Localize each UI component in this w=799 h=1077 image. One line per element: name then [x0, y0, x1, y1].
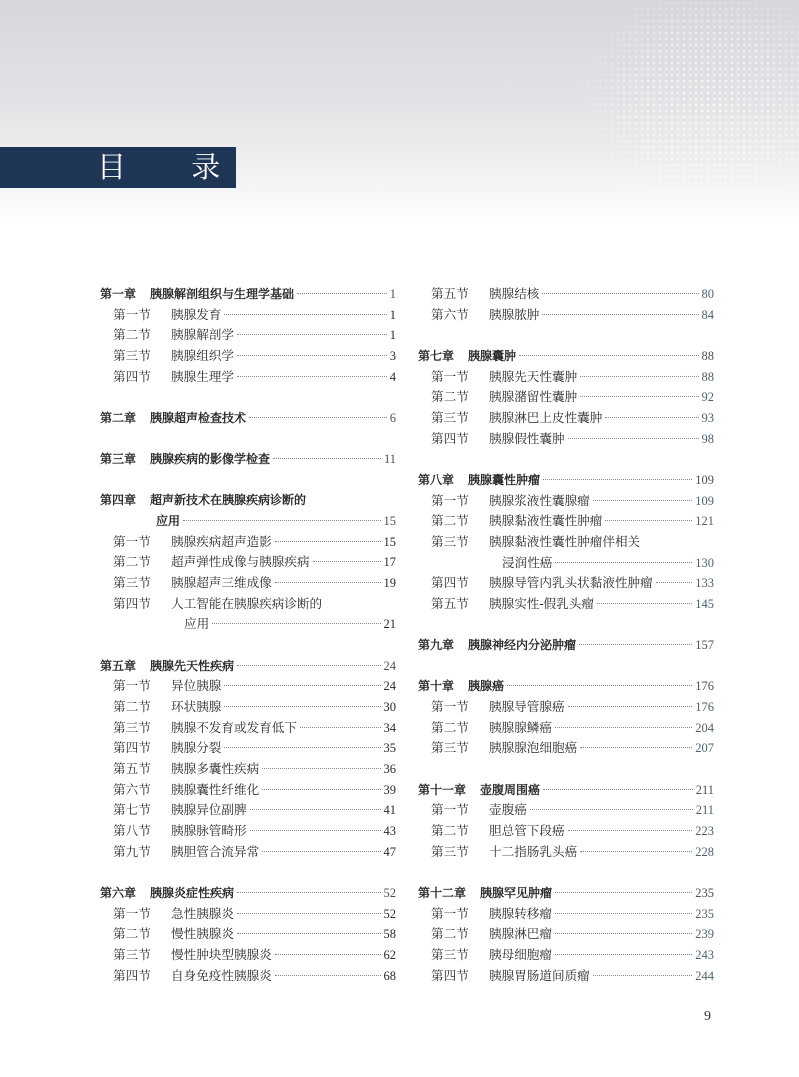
- toc-entry-title: 胰腺解剖学: [171, 327, 234, 343]
- toc-entry-page: 41: [383, 803, 396, 818]
- toc-entry-page: 36: [383, 762, 396, 777]
- toc-entry-title: 胰腺先天性囊肿: [489, 368, 578, 384]
- dot-leader: [555, 954, 692, 955]
- toc-entry-label: 第一节: [431, 368, 469, 384]
- toc-section-entry[interactable]: [418, 408, 714, 429]
- toc-section-entry[interactable]: [418, 387, 714, 408]
- dot-leader: [275, 954, 381, 955]
- dot-leader: [530, 809, 693, 810]
- toc-entry-page: 1: [389, 287, 396, 301]
- dot-leader: [212, 623, 380, 624]
- dot-pattern-decoration: [579, 0, 799, 225]
- toc-entry-title: 壶腹周围癌: [480, 782, 541, 797]
- toc-entry-label: 第二节: [431, 389, 469, 405]
- dot-leader: [605, 520, 692, 521]
- toc-entry-page: 176: [695, 700, 714, 714]
- toc-entry-title: 应用: [184, 616, 210, 632]
- toc-entry-page: 93: [701, 410, 714, 425]
- toc-section-entry[interactable]: [100, 346, 396, 367]
- toc-entry-title: 胰腺囊性肿瘤: [468, 472, 541, 487]
- toc-entry-title: 胰腺腺泡细胞癌: [489, 740, 578, 756]
- toc-entry-page: 239: [695, 927, 714, 942]
- toc-entry-label: 第四节: [113, 967, 151, 983]
- dot-leader: [507, 685, 692, 686]
- toc-entry-label: 第五节: [431, 286, 469, 301]
- toc-entry-page: 19: [383, 576, 396, 591]
- toc-section-entry[interactable]: [418, 842, 714, 863]
- toc-entry-label: 第三节: [113, 719, 151, 735]
- dot-leader: [580, 376, 698, 377]
- toc-section-entry[interactable]: [100, 780, 396, 801]
- toc-entry-label: 第十章: [418, 679, 455, 694]
- toc-entry-page: 47: [383, 844, 396, 859]
- toc-entry-page: 4: [389, 369, 396, 384]
- toc-section-entry[interactable]: [100, 718, 396, 739]
- toc-entry-page: 52: [383, 886, 396, 900]
- toc-section-entry[interactable]: [418, 738, 714, 759]
- toc-entry-label: 第三节: [431, 409, 469, 425]
- toc-entry-title: 超声弹性成像与胰腺疾病: [171, 554, 310, 570]
- dot-leader: [593, 500, 693, 501]
- toc-section-entry[interactable]: [100, 966, 396, 987]
- toc-entry-label: 第一节: [431, 492, 469, 508]
- dot-leader: [555, 913, 692, 914]
- dot-leader: [297, 293, 387, 294]
- dot-leader: [605, 417, 698, 418]
- toc-entry-title: 应用: [156, 514, 181, 528]
- toc-entry-title: 自身免疫性胰腺炎: [171, 967, 272, 983]
- toc-section-entry[interactable]: [418, 532, 714, 553]
- toc-entry-title: 胰腺分裂: [171, 740, 222, 756]
- dot-leader: [224, 685, 380, 686]
- toc-section-entry[interactable]: [100, 594, 396, 615]
- toc-entry-title: 胰腺浆液性囊腺瘤: [489, 492, 590, 508]
- toc-entry-label: 第九节: [113, 843, 151, 859]
- toc-entry-page: 109: [695, 472, 714, 487]
- toc-entry-page: 1: [389, 307, 396, 322]
- toc-entry-title: 超声新技术在胰腺疾病诊断的: [150, 493, 307, 508]
- toc-entry-page: 244: [695, 968, 714, 983]
- toc-chapter-entry[interactable]: [100, 883, 396, 904]
- dot-leader: [543, 789, 693, 790]
- toc-section-entry[interactable]: [418, 511, 714, 532]
- toc-entry-label: 第五章: [100, 658, 137, 673]
- dot-leader: [656, 582, 693, 583]
- toc-entry-label: 第十一章: [418, 782, 467, 797]
- toc-entry-label: 第九章: [418, 638, 455, 653]
- toc-entry-title: 胰腺罕见肿瘤: [480, 885, 553, 900]
- toc-entry-page: 207: [695, 741, 714, 756]
- toc-entry-title: 异位胰腺: [171, 678, 222, 694]
- dot-leader: [273, 458, 381, 459]
- dot-leader: [593, 975, 693, 976]
- dot-leader: [249, 417, 387, 418]
- toc-section-entry[interactable]: [418, 718, 714, 739]
- toc-chapter-entry[interactable]: [100, 656, 396, 677]
- toc-entry-page: 24: [383, 679, 396, 694]
- toc-entry-title: 浸润性癌: [502, 554, 553, 570]
- toc-entry-page: 6: [389, 410, 396, 425]
- toc-section-entry[interactable]: [100, 945, 396, 966]
- toc-entry-page: 11: [383, 452, 396, 467]
- toc-entry-page: 145: [695, 596, 714, 611]
- toc-entry-title: 胰腺腺鳞癌: [489, 719, 552, 735]
- toc-entry-page: 17: [383, 555, 396, 570]
- dot-leader: [224, 747, 380, 748]
- toc-section-entry[interactable]: [100, 305, 396, 326]
- toc-entry-title: 胰腺神经内分泌肿瘤: [468, 638, 577, 653]
- toc-section-entry[interactable]: [100, 842, 396, 863]
- toc-entry-label: 第三节: [431, 533, 469, 549]
- toc-entry-title: 胰腺组织学: [171, 348, 234, 364]
- toc-entry-page: 52: [383, 906, 396, 921]
- toc-entry-page: 92: [701, 390, 714, 405]
- toc-entry-label: 第二节: [113, 554, 151, 570]
- dot-leader: [313, 561, 381, 562]
- dot-leader: [580, 851, 692, 852]
- toc-entry-page: 1: [389, 328, 396, 343]
- toc-section-entry[interactable]: [418, 594, 714, 615]
- toc-entry-page: 84: [701, 307, 714, 322]
- toc-section-entry[interactable]: [418, 966, 714, 987]
- toc-entry-title: 胰胆管合流异常: [171, 843, 260, 859]
- dot-leader: [580, 747, 692, 748]
- toc-entry-page: 228: [695, 844, 714, 859]
- toc-entry-label: 第二节: [431, 822, 469, 838]
- toc-entry-title: 胰腺超声检查技术: [150, 410, 247, 425]
- toc-entry-title: 胰腺囊性纤维化: [171, 781, 260, 797]
- toc-entry-page: 21: [383, 617, 396, 632]
- toc-entry-title: 胰腺实性-假乳头瘤: [489, 595, 595, 611]
- toc-section-entry[interactable]: [100, 614, 396, 635]
- toc-entry-label: 第三节: [113, 348, 151, 364]
- toc-entry-title: 胰腺黏液性囊性肿瘤伴相关: [489, 533, 641, 549]
- toc-entry-label: 第三节: [431, 740, 469, 756]
- toc-chapter-entry[interactable]: [100, 511, 396, 532]
- toc-entry-page: 3: [389, 349, 396, 364]
- toc-section-entry[interactable]: [100, 367, 396, 388]
- toc-section-entry[interactable]: [418, 367, 714, 388]
- toc-entry-label: 第二节: [431, 719, 469, 735]
- toc-section-entry[interactable]: [100, 904, 396, 925]
- toc-entry-title: 胰腺发育: [171, 306, 222, 322]
- dot-leader: [237, 665, 380, 666]
- toc-chapter-entry[interactable]: [100, 284, 396, 305]
- page-number: 9: [704, 1009, 711, 1024]
- toc-entry-label: 第四节: [113, 595, 151, 611]
- toc-section-entry[interactable]: [100, 800, 396, 821]
- toc-entry-title: 胰腺超声三维成像: [171, 575, 272, 591]
- toc-entry-label: 第七章: [418, 348, 455, 363]
- toc-entry-label: 第四节: [431, 575, 469, 591]
- toc-section-entry[interactable]: [418, 573, 714, 594]
- toc-section-entry[interactable]: [100, 821, 396, 842]
- toc-entry-page: 88: [701, 369, 714, 384]
- dot-leader: [555, 727, 692, 728]
- dot-leader: [579, 644, 692, 645]
- toc-entry-title: 慢性肿块型胰腺炎: [171, 947, 272, 963]
- toc-entry-title: 胰腺解剖组织与生理学基础: [150, 287, 295, 301]
- toc-entry-title: 胰腺不发育或发育低下: [171, 719, 297, 735]
- toc-entry-page: 39: [383, 782, 396, 797]
- dot-leader: [568, 706, 693, 707]
- toc-section-entry[interactable]: [100, 759, 396, 780]
- toc-entry-label: 第四章: [100, 493, 137, 508]
- dot-leader: [555, 933, 692, 934]
- toc-entry-title: 环状胰腺: [171, 699, 222, 714]
- toc-section-entry[interactable]: [100, 532, 396, 553]
- dot-leader: [183, 520, 380, 521]
- toc-entry-page: 34: [383, 720, 396, 735]
- toc-section-entry[interactable]: [100, 573, 396, 594]
- dot-leader: [568, 438, 699, 439]
- toc-section-entry[interactable]: [418, 945, 714, 966]
- toc-entry-page: 121: [695, 514, 714, 529]
- toc-entry-page: 35: [383, 741, 396, 756]
- dot-leader: [250, 830, 381, 831]
- toc-entry-page: 43: [383, 824, 396, 839]
- dot-leader: [237, 913, 381, 914]
- toc-entry-title: 胰腺导管内乳头状黏液性肿瘤: [489, 575, 653, 591]
- dot-leader: [237, 376, 387, 377]
- toc-entry-label: 第三节: [431, 843, 469, 859]
- toc-entry-title: 胰腺胃肠道间质瘤: [489, 967, 590, 983]
- dot-leader: [300, 727, 381, 728]
- toc-entry-title: 胰腺潴留性囊肿: [489, 389, 578, 405]
- dot-leader: [542, 314, 698, 315]
- toc-entry-label: 第八章: [418, 472, 455, 487]
- dot-leader: [275, 582, 381, 583]
- toc-entry-title: 胰腺疾病的影像学检查: [150, 452, 271, 467]
- toc-entry-label: 第二节: [113, 926, 151, 942]
- toc-entry-label: 第三节: [113, 947, 151, 963]
- toc-entry-label: 第八节: [113, 823, 151, 839]
- toc-entry-label: 第二节: [113, 699, 151, 714]
- toc-entry-title: 急性胰腺炎: [171, 905, 234, 921]
- toc-entry-page: 223: [695, 823, 714, 838]
- dot-leader: [237, 892, 380, 893]
- toc-entry-label: 第一节: [431, 802, 469, 818]
- toc-chapter-entry[interactable]: [100, 490, 396, 511]
- toc-entry-page: 211: [695, 803, 714, 818]
- toc-entry-label: 第十二章: [418, 885, 467, 900]
- toc-entry-title: 胰腺假性囊肿: [489, 430, 565, 446]
- toc-section-entry[interactable]: [418, 697, 714, 718]
- toc-entry-label: 第四节: [113, 740, 151, 756]
- toc-entry-title: 胰腺转移瘤: [489, 905, 552, 921]
- toc-entry-label: 第二节: [431, 926, 469, 942]
- toc-entry-title: 胰腺脉管畸形: [171, 823, 247, 839]
- toc-entry-title: 人工智能在胰腺疾病诊断的: [171, 595, 323, 611]
- toc-section-entry[interactable]: [418, 553, 714, 574]
- toc-entry-title: 胰腺异位副脾: [171, 802, 247, 818]
- toc-entry-label: 第四节: [431, 430, 469, 446]
- toc-entry-label: 第三节: [113, 575, 151, 591]
- toc-entry-label: 第三章: [100, 452, 137, 467]
- toc-entry-title: 十二指肠乳头癌: [489, 843, 578, 859]
- toc-entry-label: 第五节: [431, 595, 469, 611]
- toc-entry-page: 211: [695, 782, 714, 797]
- toc-section-entry[interactable]: [418, 305, 714, 326]
- toc-section-entry[interactable]: [418, 904, 714, 925]
- toc-entry-page: 204: [695, 720, 714, 735]
- dot-leader: [597, 603, 692, 604]
- toc-entry-label: 第三节: [431, 946, 469, 962]
- toc-entry-title: 胆总管下段癌: [489, 822, 565, 838]
- dot-leader: [237, 933, 381, 934]
- toc-entry-page: 68: [383, 968, 396, 983]
- toc-entry-title: 胰腺癌: [468, 679, 505, 694]
- toc-section-entry[interactable]: [418, 284, 714, 305]
- toc-entry-title: 胰腺脓肿: [489, 306, 540, 322]
- toc-left-column: [100, 284, 396, 986]
- toc-entry-page: 15: [383, 514, 396, 528]
- toc-entry-label: 第一节: [113, 533, 151, 549]
- toc-entry-page: 235: [695, 906, 714, 921]
- toc-section-entry[interactable]: [418, 800, 714, 821]
- toc-entry-page: 133: [695, 576, 714, 591]
- toc-entry-page: 24: [383, 658, 396, 673]
- toc-entry-title: 胰腺黏液性囊性肿瘤: [489, 513, 603, 529]
- toc-section-entry[interactable]: [418, 821, 714, 842]
- toc-entry-page: 58: [383, 927, 396, 942]
- toc-entry-label: 第一节: [113, 905, 151, 921]
- toc-entry-label: 第四节: [431, 967, 469, 983]
- toc-entry-title: 胰腺炎症性疾病: [150, 886, 235, 900]
- toc-entry-page: 98: [701, 431, 714, 446]
- toc-entry-title: 胰腺结核: [489, 286, 540, 301]
- dot-leader: [542, 293, 698, 294]
- toc-section-entry[interactable]: [100, 738, 396, 759]
- toc-entry-label: 第二节: [431, 513, 469, 529]
- toc-entry-page: 235: [695, 885, 714, 900]
- toc-entry-page: 130: [695, 555, 714, 570]
- page-title: 目 录: [97, 150, 249, 184]
- toc-entry-label: 第七节: [113, 802, 151, 818]
- toc-entry-title: 胰腺导管腺癌: [489, 699, 565, 714]
- toc-entry-title: 胰腺淋巴瘤: [489, 926, 552, 942]
- dot-leader: [555, 562, 692, 563]
- toc-entry-title: 胰腺先天性疾病: [150, 658, 235, 673]
- toc-entry-label: 第四节: [113, 368, 151, 384]
- toc-chapter-entry[interactable]: [100, 449, 396, 470]
- toc-entry-label: 第六节: [431, 306, 469, 322]
- toc-chapter-entry[interactable]: [418, 780, 714, 801]
- toc-entry-title: 胰腺疾病超声造影: [171, 533, 272, 549]
- toc-section-entry[interactable]: [100, 924, 396, 945]
- toc-entry-page: 157: [695, 638, 714, 653]
- toc-entry-title: 胰腺生理学: [171, 368, 234, 384]
- dot-leader: [275, 975, 381, 976]
- dot-leader: [224, 706, 380, 707]
- dot-leader: [250, 809, 381, 810]
- dot-leader: [237, 355, 387, 356]
- toc-chapter-entry[interactable]: [100, 408, 396, 429]
- toc-entry-page: 88: [701, 348, 714, 363]
- toc-section-entry[interactable]: [418, 491, 714, 512]
- toc-entry-label: 第一章: [100, 287, 137, 301]
- toc-entry-label: 第六章: [100, 886, 137, 900]
- toc-entry-label: 第一节: [431, 699, 469, 714]
- toc-chapter-entry[interactable]: [418, 635, 714, 656]
- dot-leader: [275, 541, 381, 542]
- toc-entry-title: 壶腹癌: [489, 802, 527, 818]
- toc-entry-label: 第一节: [431, 905, 469, 921]
- toc-entry-page: 109: [695, 493, 714, 508]
- toc-entry-page: 243: [695, 947, 714, 962]
- toc-section-entry[interactable]: [100, 697, 396, 718]
- dot-leader: [237, 334, 387, 335]
- toc-section-entry[interactable]: [100, 552, 396, 573]
- dot-leader: [543, 479, 692, 480]
- toc-entry-page: 62: [383, 948, 396, 963]
- toc-entry-title: 胰母细胞瘤: [489, 946, 552, 962]
- toc-entry-title: 慢性胰腺炎: [171, 926, 234, 942]
- toc-chapter-entry[interactable]: [418, 470, 714, 491]
- dot-leader: [568, 830, 693, 831]
- toc-chapter-entry[interactable]: [418, 676, 714, 697]
- toc-chapter-entry[interactable]: [418, 346, 714, 367]
- toc-section-entry[interactable]: [100, 325, 396, 346]
- toc-section-entry[interactable]: [100, 676, 396, 697]
- toc-entry-page: 30: [383, 700, 396, 714]
- toc-right-column: [418, 284, 714, 986]
- toc-entry-label: 第五节: [113, 761, 151, 777]
- toc-entry-title: 胰腺多囊性疾病: [171, 761, 260, 777]
- toc-entry-page: 80: [701, 287, 714, 301]
- toc-entry-page: 15: [383, 534, 396, 549]
- toc-entry-label: 第一节: [113, 678, 151, 694]
- dot-leader: [580, 396, 698, 397]
- dot-leader: [262, 851, 380, 852]
- toc-entry-label: 第二节: [113, 327, 151, 343]
- toc-entry-title: 胰腺淋巴上皮性囊肿: [489, 409, 603, 425]
- toc-section-entry[interactable]: [418, 924, 714, 945]
- header-banner: [0, 0, 799, 225]
- toc-chapter-entry[interactable]: [418, 883, 714, 904]
- dot-leader: [262, 768, 380, 769]
- toc-entry-label: 第六节: [113, 781, 151, 797]
- dot-leader: [262, 789, 380, 790]
- toc-entry-label: 第二章: [100, 410, 137, 425]
- dot-leader: [519, 355, 698, 356]
- dot-leader: [224, 314, 386, 315]
- toc-section-entry[interactable]: [418, 429, 714, 450]
- toc-entry-label: 第一节: [113, 306, 151, 322]
- dot-leader: [555, 892, 692, 893]
- toc-entry-title: 胰腺囊肿: [468, 348, 517, 363]
- toc-entry-page: 176: [695, 679, 714, 694]
